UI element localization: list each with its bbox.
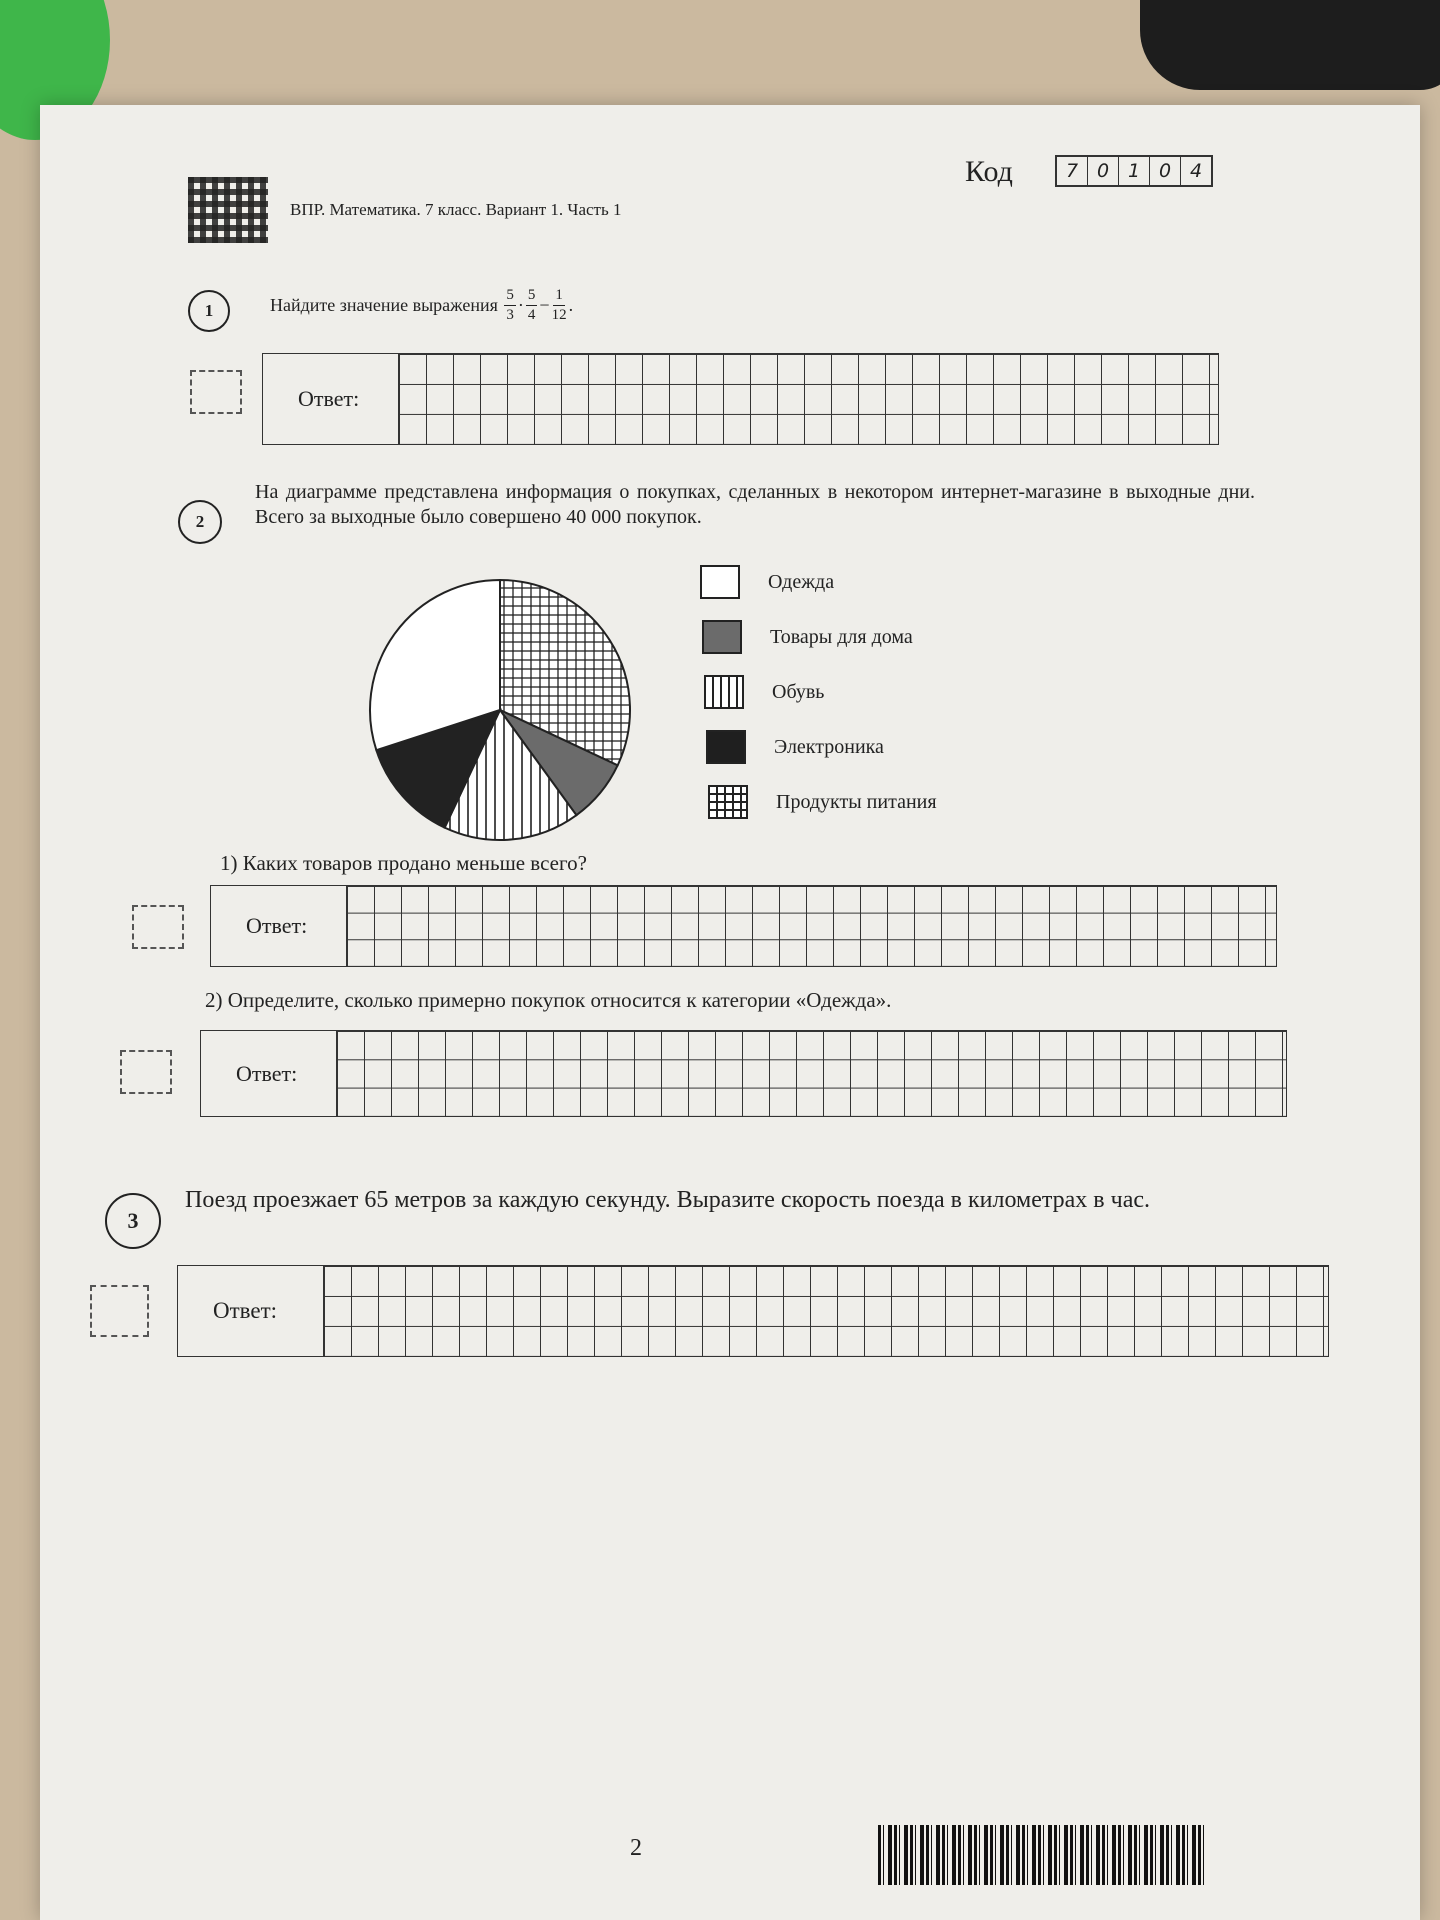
legend-item xyxy=(704,675,824,709)
legend-item xyxy=(700,565,834,599)
task1-prompt: Найдите значение выражения xyxy=(270,295,498,316)
answer-field[interactable] xyxy=(200,1030,1287,1117)
kod-field xyxy=(1055,155,1213,187)
exam-sheet xyxy=(40,105,1420,1920)
task-number: 3 xyxy=(105,1193,161,1249)
legend-item xyxy=(706,730,884,764)
legend-item xyxy=(702,620,913,654)
task2-prompt: На диаграмме представлена информация о покупках, сделанных в некотором интернет-магазине в выходные дни. Всего за выходные было совершено 40 000 покупок. xyxy=(255,481,1255,528)
legend-swatch xyxy=(704,675,744,709)
answer-field[interactable] xyxy=(177,1265,1329,1357)
answer-field[interactable] xyxy=(262,353,1219,445)
task1-prompt-line: Найдите значение выражения $\frac{5}{3}$ · $\frac{5}{4}$ − $\frac{1}{12}$ . xyxy=(270,287,574,323)
answer-label: Ответ: xyxy=(298,386,360,411)
barcode xyxy=(878,1825,1208,1885)
score-box xyxy=(132,905,184,949)
legend-label: Электроника xyxy=(774,735,884,758)
legend-label: Товары для дома xyxy=(770,625,913,648)
kod-digit: 0 xyxy=(1150,157,1181,185)
legend-swatch xyxy=(702,620,742,654)
kod-digit: 0 xyxy=(1088,157,1119,185)
fraction: $\frac{5}{3}$ xyxy=(506,287,514,323)
task-number: 1 xyxy=(188,290,230,332)
legend-label: Обувь xyxy=(772,680,825,703)
fraction: $\frac{1}{12}$ xyxy=(551,287,567,323)
legend-label: Продукты питания xyxy=(776,790,937,813)
legend-swatch xyxy=(700,565,740,599)
task3-prompt: Поезд проезжает 65 метров за каждую секунду. Выразите скорость поезда в километрах в час. xyxy=(185,1187,1151,1213)
header-title: ВПР. Математика. 7 класс. Вариант 1. Часть 1 xyxy=(290,200,622,219)
legend-item xyxy=(708,785,937,819)
answer-grid[interactable] xyxy=(346,886,1276,966)
kod-digit: 1 xyxy=(1119,157,1150,185)
answer-field[interactable] xyxy=(210,885,1277,967)
score-box xyxy=(190,370,242,414)
answer-label: Ответ: xyxy=(236,1060,298,1086)
answer-grid[interactable] xyxy=(398,354,1218,444)
task-number: 2 xyxy=(178,500,222,544)
score-box xyxy=(90,1285,149,1337)
answer-grid[interactable] xyxy=(336,1031,1286,1116)
kod-digit: 4 xyxy=(1189,160,1203,182)
answer-grid[interactable] xyxy=(323,1266,1328,1356)
kod-digit: 7 xyxy=(1057,157,1088,185)
pie-chart xyxy=(365,575,635,845)
background-black-object xyxy=(1140,0,1440,90)
page-number: 2 xyxy=(630,1835,642,1861)
legend-label: Одежда xyxy=(768,570,835,593)
task2-question1: 1) Каких товаров продано меньше всего? xyxy=(220,851,587,875)
task2-question2: 2) Определите, сколько примерно покупок относится к категории «Одежда». xyxy=(205,988,892,1012)
score-box xyxy=(120,1050,172,1094)
legend-swatch xyxy=(708,785,748,819)
answer-label: Ответ: xyxy=(246,913,308,938)
legend-swatch xyxy=(706,730,746,764)
fraction: $\frac{5}{4}$ xyxy=(527,287,536,323)
answer-label: Ответ: xyxy=(213,1298,278,1323)
kod-label: Код xyxy=(965,155,1013,188)
qr-code xyxy=(188,177,268,243)
